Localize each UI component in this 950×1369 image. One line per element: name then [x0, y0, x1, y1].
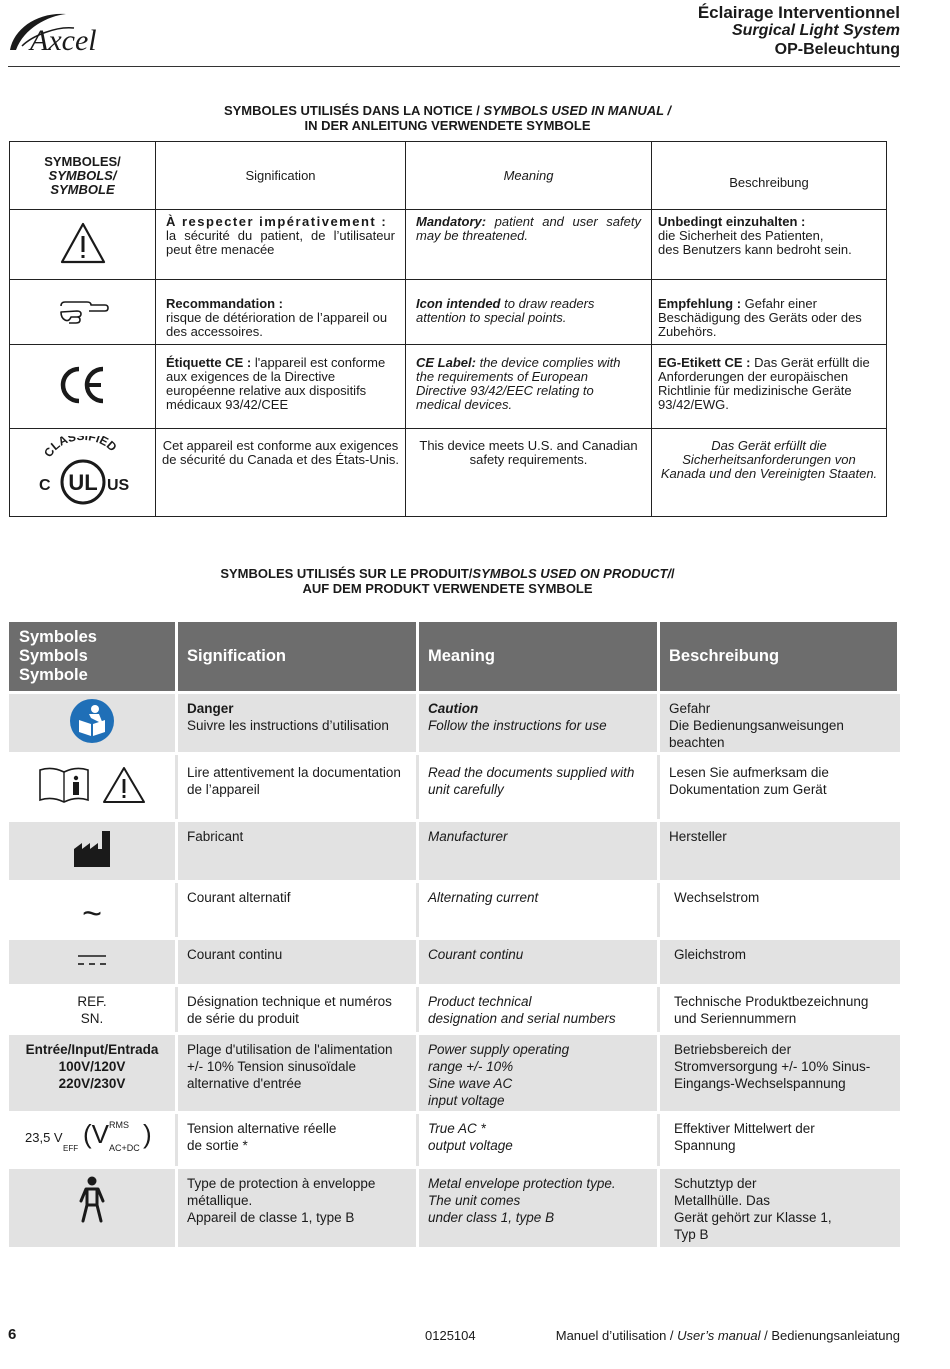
section2-title: SYMBOLES UTILISÉS SUR LE PRODUIT/SYMBOLS USED ON PRODUCT// AUF DEM PRODUKT VERWENDETE SYMBOLE [220, 566, 675, 596]
axcel-logo [8, 6, 128, 56]
svg-text:Axcel: Axcel [30, 24, 97, 56]
header-signification: Signification [156, 142, 406, 210]
table-row: Étiquette CE : l'appareil est conforme aux exigences de la Directive européenne relative aux dispositifs médicaux 93/42/CEE CE Label: the device complies with the requirements of European Directive 93/42/EEC relating to medical devices. EG-Etikett CE : Das Gerät erfüllt die Anforderungen der europäischen Richtlinie für medizinische Geräte 93/42/EWG. [10, 345, 887, 429]
info-book-warning-icon [9, 755, 178, 819]
svg-text:UL: UL [67, 470, 98, 495]
header-meaning: Meaning [419, 622, 660, 691]
table-row: Entrée/Input/Entrada 100V/120V 220V/230V Plage d'utilisation de l'alimentation +/- 10% Tension sinusoïdale alternative d'entrée Power supply operating range +/- 10% Sine wave AC input voltage Betriebsbereich der Stromversorgung +/- 10% Sinus-Eingangs-Wechselspannung [9, 1035, 900, 1111]
table-row: Type de protection à enveloppe métallique. Appareil de classe 1, type B Metal envelope protection type. The unit comes under class 1, type B Schutztyp der Metallhülle. Das Gerät gehört zur Klasse 1, Typ B [9, 1169, 900, 1247]
document-code: 0125104 [425, 1328, 476, 1343]
table-row: CLASSIFIED UL C US Cet appareil est conforme aux exigences de sécurité du Canada et des États-Unis. This device meets U.S. and Canadian safety requirements. Das Gerät erfüllt die Sicherheitsanforderungen von Kanada und den Vereinigten Staaten. [10, 429, 887, 517]
footer-manual-title: Manuel d’utilisation / User’s manual / Bedienungsanleiatung [555, 1328, 900, 1343]
ref-sn-label: REF. SN. [9, 987, 178, 1032]
header-beschreibung: Beschreibung [652, 142, 887, 210]
output-voltage-label: 23,5 V EFF (V RMS AC+DC ) [9, 1114, 178, 1166]
table-row: Courant continu Courant continu Gleichstrom [9, 940, 900, 984]
section1-title: SYMBOLES UTILISÉS DANS LA NOTICE / SYMBOLS USED IN MANUAL / IN DER ANLEITUNG VERWENDETE SYMBOLE [223, 103, 672, 133]
input-voltage-label: Entrée/Input/Entrada 100V/120V 220V/230V [9, 1035, 178, 1111]
header-symbols: SYMBOLES/ SYMBOLS/ SYMBOLE [10, 142, 156, 210]
pointing-hand-icon [10, 280, 156, 345]
header-meaning: Meaning [406, 142, 652, 210]
ul-classified-icon [10, 429, 156, 517]
svg-text:CLASSIFIED: CLASSIFIED [40, 436, 120, 460]
read-instructions-icon [9, 694, 178, 752]
alternating-current-icon: ~ [9, 883, 178, 937]
header-rule [8, 66, 900, 67]
table-header-row [9, 622, 900, 691]
warning-triangle-icon [10, 210, 156, 280]
table-row: Recommandation : risque de détérioration de l’appareil ou des accessoires. Icon intended to draw readers attention to special points. Empfehlung : Gefahr einer Beschädigung des Geräts oder des Zubehörs. [10, 280, 887, 345]
ce-mark-icon [10, 345, 156, 429]
table-row: ~ Courant alternatif Alternating current Wechselstrom [9, 883, 900, 937]
header-beschreibung: Beschreibung [660, 622, 900, 691]
page-number: 6 [8, 1326, 17, 1343]
factory-icon [9, 822, 178, 880]
table-row: REF. SN. Désignation technique et numéros de série du produit Product technical designation and serial numbers Technische Produktbezeichnung und Seriennummern [9, 987, 900, 1032]
svg-text:C: C [38, 477, 51, 494]
header-title-de: OP-Beleuchtung [774, 41, 900, 58]
table-row: Fabricant Manufacturer Hersteller [9, 822, 900, 880]
header-title-en: Surgical Light System [731, 22, 900, 39]
manual-symbols-table [9, 141, 887, 517]
table-header-row [10, 142, 887, 210]
header-title-fr: Éclairage Interventionnel [697, 3, 900, 22]
product-symbols-table [9, 622, 900, 1247]
type-b-person-icon [9, 1169, 178, 1247]
table-row: Lire attentivement la documentation de l’appareil Read the documents supplied with unit carefully Lesen Sie aufmerksam die Dokumentation zum Gerät [9, 755, 900, 819]
direct-current-icon [9, 940, 178, 984]
header-symbols: Symboles Symbols Symbole [9, 622, 178, 691]
table-row: 23,5 V EFF (V RMS AC+DC ) Tension alternative réelle de sortie * True AC * output voltage Effektiver Mittelwert der Spannung [9, 1114, 900, 1166]
table-row: À respecter impérativement : la sécurité du patient, de l’utilisateur peut être menacée Mandatory: patient and user safety may be threatened. Unbedingt einzuhalten : die Sicherheit des Patienten, des Benutzers kann bedroht sein. [10, 210, 887, 280]
table-row: Danger Suivre les instructions d’utilisation Caution Follow the instructions for use Gefahr Die Bedienungsanweisungen beachten [9, 694, 900, 752]
svg-text:US: US [106, 477, 129, 494]
header-signification: Signification [178, 622, 419, 691]
